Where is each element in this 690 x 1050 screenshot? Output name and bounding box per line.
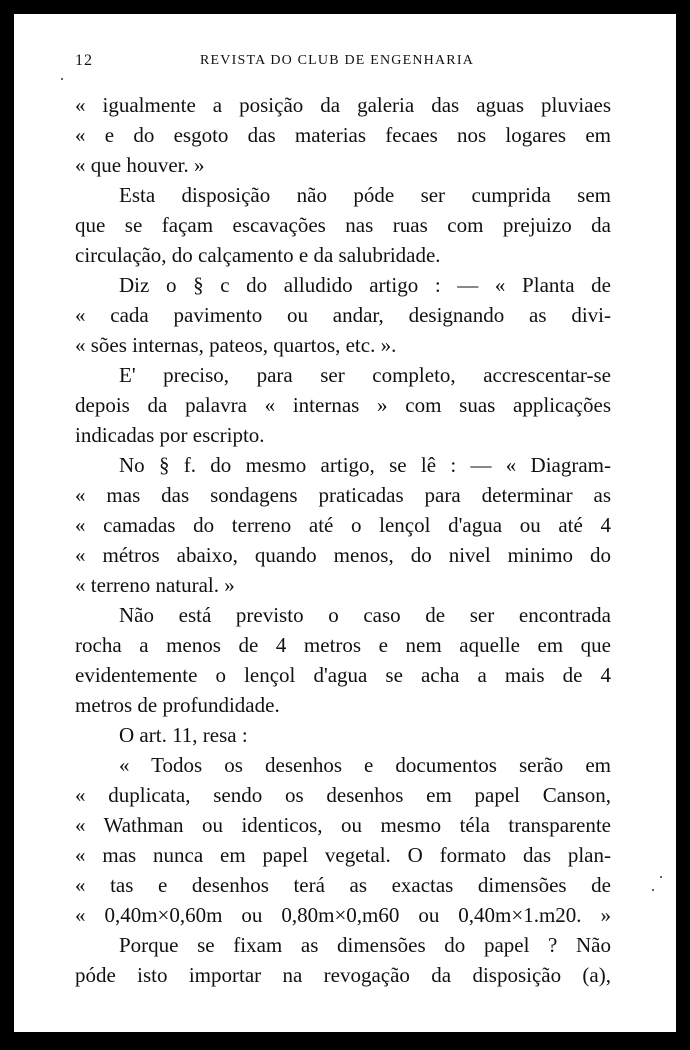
text-line: « que houver. » [75, 153, 205, 177]
text-line: E' preciso, para ser completo, accrescentar-se [119, 363, 611, 387]
text-line: metros de profundidade. [75, 693, 280, 717]
text-line: Esta disposição não póde ser cumprida sem [119, 183, 611, 207]
text-line: « 0,40m×0,60m ou 0,80m×0,m60 ou 0,40m×1.m20. » [75, 903, 611, 927]
paper-speck [652, 889, 654, 891]
text-line: Diz o § c do alludido artigo : — « Planta de [119, 273, 611, 297]
text-line: « camadas do terreno até o lençol d'agua ou até 4 [75, 513, 611, 537]
text-line: O art. 11, resa : [119, 723, 248, 747]
page-header [75, 52, 611, 74]
page-number: 12 [75, 52, 93, 69]
text-line: evidentemente o lençol d'agua se acha a mais de 4 [75, 663, 611, 687]
text-line: póde isto importar na revogação da disposição (a), [75, 963, 611, 987]
paper-speck [660, 876, 662, 878]
text-line: « Wathman ou identicos, ou mesmo téla transparente [75, 813, 611, 837]
text-line: rocha a menos de 4 metros e nem aquelle em que [75, 633, 611, 657]
text-line: « terreno natural. » [75, 573, 235, 597]
text-line: Não está previsto o caso de ser encontrada [119, 603, 611, 627]
text-line: « tas e desenhos terá as exactas dimensões de [75, 873, 611, 897]
text-line: « igualmente a posição da galeria das aguas pluviaes [75, 93, 611, 117]
text-line: « métros abaixo, quando menos, do nivel minimo do [75, 543, 611, 567]
document-page [14, 14, 676, 1032]
text-line: Porque se fixam as dimensões do papel ? Não [119, 933, 611, 957]
body-text [75, 90, 611, 990]
text-line: « e do esgoto das materias fecaes nos logares em [75, 123, 611, 147]
text-line: depois da palavra « internas » com suas applicações [75, 393, 611, 417]
text-line: que se façam escavações nas ruas com prejuizo da [75, 213, 611, 237]
running-head: REVISTA DO CLUB DE ENGENHARIA [200, 53, 475, 68]
text-line: indicadas por escripto. [75, 423, 265, 447]
text-line: No § f. do mesmo artigo, se lê : — « Diagram- [119, 453, 611, 477]
paper-speck [61, 78, 63, 80]
text-line: « cada pavimento ou andar, designando as divi- [75, 303, 611, 327]
text-line: « mas nunca em papel vegetal. O formato das plan- [75, 843, 611, 867]
text-line: « mas das sondagens praticadas para determinar as [75, 483, 611, 507]
text-line: circulação, do calçamento e da salubridade. [75, 243, 441, 267]
text-line: « sões internas, pateos, quartos, etc. ». [75, 333, 397, 357]
text-line: « duplicata, sendo os desenhos em papel Canson, [75, 783, 611, 807]
text-line: « Todos os desenhos e documentos serão em [119, 753, 611, 777]
